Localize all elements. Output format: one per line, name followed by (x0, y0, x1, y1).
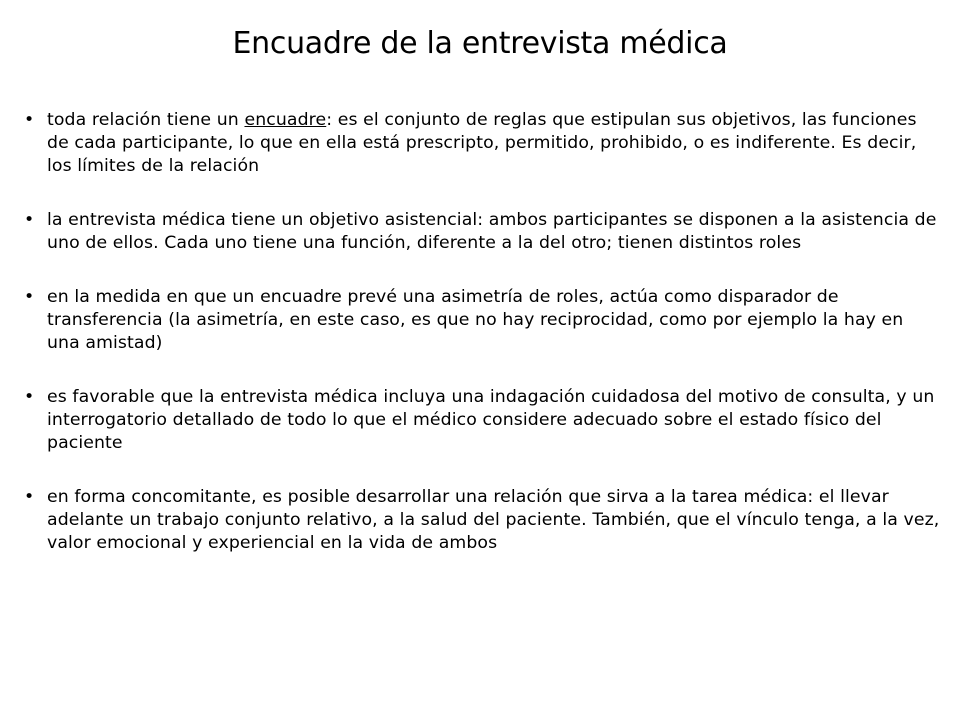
bullet-text: es favorable que la entrevista médica incluya una indagación cuidadosa del motivo de consulta, y un interrogatorio detallado de todo lo que el médico considere adecuado sobre el estado físico del paciente (47, 387, 935, 453)
bullet-icon: • (24, 110, 35, 130)
bullet-text: en forma concomitante, es posible desarrollar una relación que sirva a la tarea médica: el llevar adelante un trabajo conjunto relativo, a la salud del paciente. También, que el vínculo tenga, a la vez, valor emocional y experiencial en la vida de ambos (47, 487, 940, 553)
bullet-item (0, 386, 960, 455)
bullet-icon: • (24, 387, 35, 407)
bullet-icon: • (24, 487, 35, 507)
bullet-item (0, 286, 960, 355)
slide-title: Encuadre de la entrevista médica (232, 26, 728, 61)
bullet-text: toda relación tiene un encuadre: es el conjunto de reglas que estipulan sus objetivos, las funciones de cada participante, lo que en ella está prescripto, permitido, prohibido, o es indiferente. Es decir, los límites de la relación (47, 110, 917, 176)
bullet-text: en la medida en que un encuadre prevé una asimetría de roles, actúa como disparador de transferencia (la asimetría, en este caso, es que no hay reciprocidad, como por ejemplo la hay en una amistad) (47, 287, 904, 353)
underlined-term: encuadre (244, 110, 327, 130)
bullet-item (0, 486, 960, 555)
bullet-text: la entrevista médica tiene un objetivo asistencial: ambos participantes se disponen a la asistencia de uno de ellos. Cada uno tiene una función, diferente a la del otro; tienen distintos roles (47, 210, 937, 253)
bullet-icon: • (24, 287, 35, 307)
bullet-item (0, 109, 960, 178)
bullet-item (0, 209, 960, 255)
bullet-list (0, 109, 960, 586)
bullet-icon: • (24, 210, 35, 230)
